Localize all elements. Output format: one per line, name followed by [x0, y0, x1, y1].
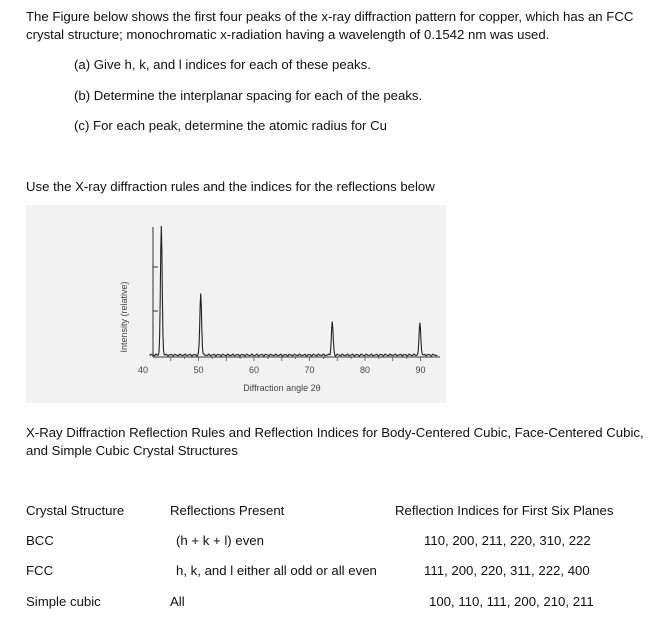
row-bcc-indices: 110, 200, 211, 220, 310, 222: [424, 533, 591, 548]
row-fcc-structure: FCC: [26, 563, 54, 578]
y-axis-label: Intensity (relative): [119, 281, 129, 353]
part-b: (b) Determine the interplanar spacing for each of the peaks.: [74, 88, 423, 103]
rules-instruction: Use the X-ray diffraction rules and the indices for the reflections below: [26, 179, 435, 194]
xrd-pattern-chart: [26, 205, 446, 403]
table-title: X-Ray Diffraction Reflection Rules and Reflection Indices for Body-Centered Cubic, Face-Centered Cubic, and Simple Cubic Crystal Structures: [26, 425, 644, 458]
problem-intro: The Figure below shows the first four peaks of the x-ray diffraction pattern for copper, which has an FCC crystal structure; monochromatic x-radiation having a wavelength of 0.1542 nm was used.: [26, 9, 634, 42]
col-header-reflections: Reflections Present: [170, 503, 285, 518]
row-fcc-rule: h, k, and l either all odd or all even: [176, 563, 377, 578]
row-bcc-rule: (h + k + l) even: [176, 533, 264, 548]
row-sc-structure: Simple cubic: [26, 594, 101, 609]
x-tick-label: 40: [137, 365, 149, 375]
x-tick-label: 70: [304, 365, 315, 375]
part-c: (c) For each peak, determine the atomic radius for Cu: [74, 118, 387, 133]
col-header-structure: Crystal Structure: [26, 503, 125, 518]
xrd-figure: [26, 205, 446, 403]
pattern-line: [150, 226, 437, 356]
row-sc-rule: All: [170, 594, 185, 609]
row-fcc-indices: 111, 200, 220, 311, 222, 400: [424, 563, 590, 578]
x-tick-label: 80: [359, 365, 371, 375]
x-tick-label: 50: [193, 365, 204, 375]
part-a: (a) Give h, k, and l indices for each of these peaks.: [74, 57, 371, 72]
x-tick-label: 90: [415, 365, 426, 375]
x-axis-label: Diffraction angle 2θ: [243, 383, 321, 393]
row-bcc-structure: BCC: [26, 533, 54, 548]
x-tick-label: 60: [248, 365, 260, 375]
row-sc-indices: 100, 110, 111, 200, 210, 211: [429, 594, 594, 609]
col-header-indices: Reflection Indices for First Six Planes: [395, 503, 614, 518]
